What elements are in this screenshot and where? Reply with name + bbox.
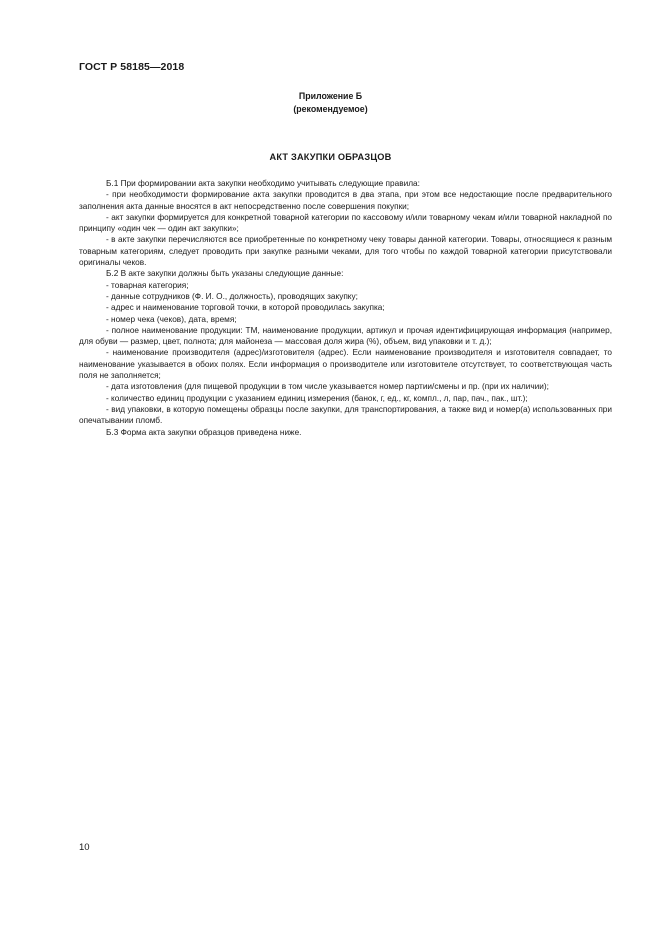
paragraph: - дата изготовления (для пищевой продукции в том числе указывается номер партии/смены и пр. (при их наличии); [106, 382, 549, 392]
document-code: ГОСТ Р 58185—2018 [79, 61, 185, 73]
paragraph: - адрес и наименование торговой точки, в которой проводилась закупка; [106, 303, 385, 313]
paragraph: - товарная категория; [106, 280, 189, 290]
annex-status: (рекомендуемое) [293, 103, 368, 114]
paragraph: - вид упаковки, в которую помещены образцы после закупки, для транспортирования, а также вид и номер(а) использованных при опечатывании пломб. [79, 404, 612, 426]
paragraph: - акт закупки формируется для конкретной товарной категории по кассовому и/или товарному чекам и/или товарной накладной по принципу «один чек — один акт закупки»; [79, 212, 612, 234]
paragraph: - количество единиц продукции с указанием единиц измерения (банок, г, ед., кг, компл., л, пар, пач., пак., шт.); [106, 393, 528, 403]
paragraph: Б.1 При формировании акта закупки необходимо учитывать следующие правила: [106, 179, 420, 188]
annex-heading [0, 90, 661, 115]
paragraph: - номер чека (чеков), дата, время; [106, 314, 237, 324]
paragraph: Б.3 Форма акта закупки образцов приведена ниже. [106, 427, 302, 437]
body-text [79, 178, 612, 438]
annex-title: Приложение Б [298, 91, 363, 101]
paragraph: - наименование производителя (адрес)/изготовителя (адрес). Если наименование производителя и изготовителя совпадает, то наименование указывается в обоих полях. Если информация о производителе или изготовителе отсутствует, то соответствующая часть поля не заполняется; [79, 348, 612, 381]
paragraph: - полное наименование продукции: ТМ, наименование продукции, артикул и прочая идентифицирующая информация (например, для обуви — размер, цвет, полнота; для майонеза — массовая доля жира (%), объем, вид упаковки и т. д.); [79, 325, 612, 347]
section-title: АКТ ЗАКУПКИ ОБРАЗЦОВ [269, 152, 392, 162]
paragraph: Б.2 В акте закупки должны быть указаны следующие данные: [106, 269, 344, 279]
paragraph: - данные сотрудников (Ф. И. О., должность), проводящих закупку; [106, 291, 358, 301]
page-number: 10 [79, 842, 90, 853]
paragraph: - в акте закупки перечисляются все приобретенные по конкретному чеку товары данной категории. Товары, относящиеся к разным товарным категориям, следует проводить при закупке разными чеками, для того чтобы по каждой товарной категории присутствовали оригиналы чеков. [79, 235, 612, 268]
paragraph: - при необходимости формирование акта закупки проводится в два этапа, при этом все недостающие после предварительного заполнения акта данные вносятся в акт непосредственно после совершения покупки; [79, 190, 612, 211]
